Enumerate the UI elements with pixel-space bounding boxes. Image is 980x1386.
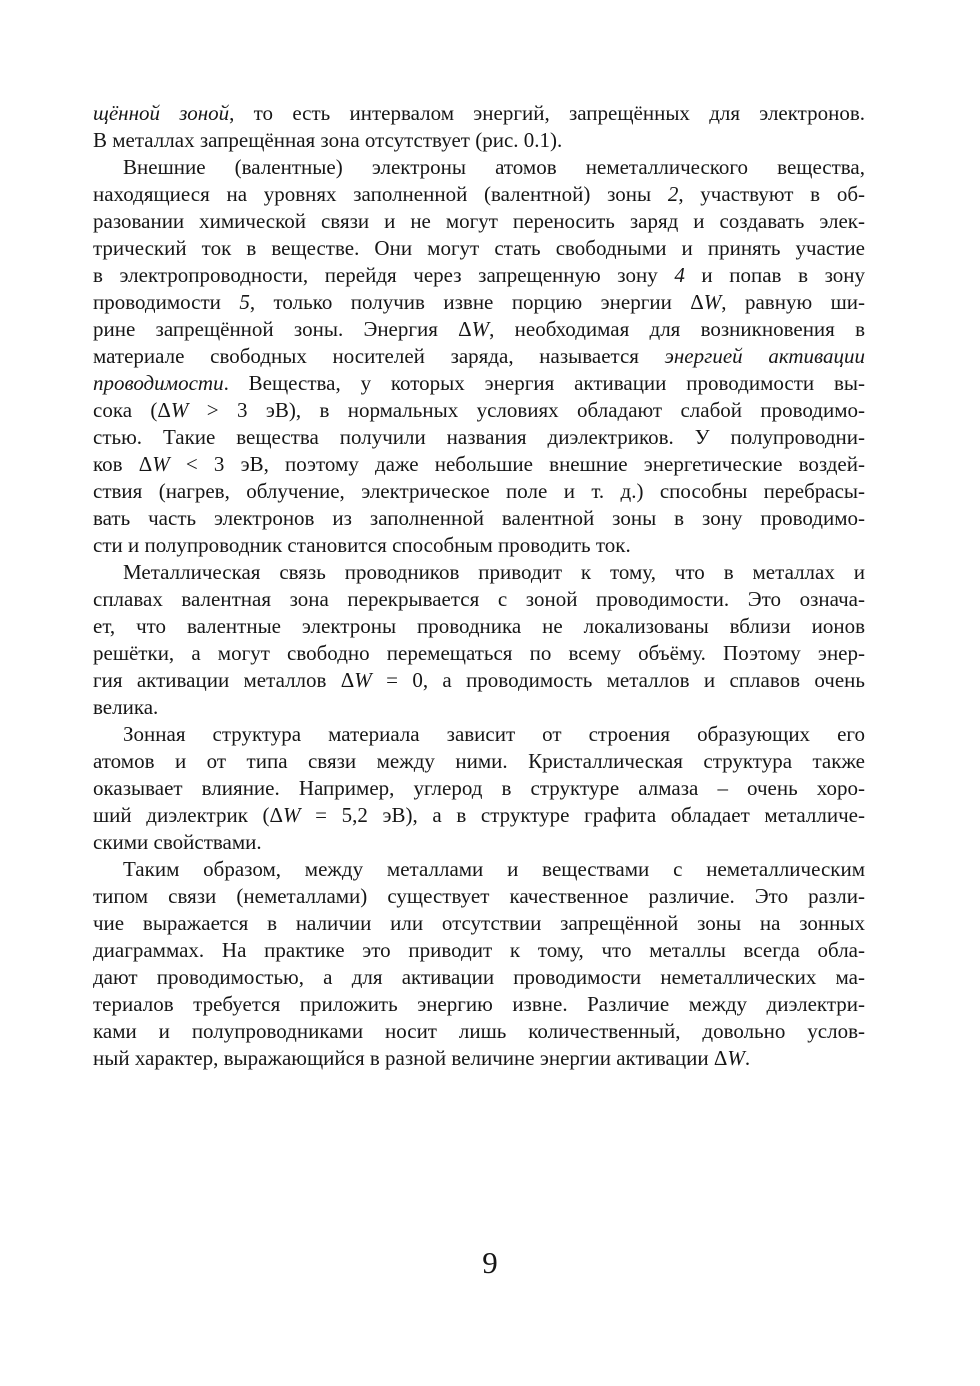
- body-text: находящиеся на уровнях заполненной (валентной) зоны: [93, 182, 668, 206]
- text-line: [93, 127, 865, 154]
- italic-text: энергией активации: [664, 344, 866, 368]
- page-number: 9: [482, 1245, 498, 1280]
- italic-text: 4: [674, 263, 685, 287]
- body-text: ков Δ: [93, 452, 153, 476]
- text-line: [93, 154, 865, 181]
- body-text: ствия (нагрев, облучение, электрическое поле и т. д.) способны перебрасы-: [93, 479, 865, 503]
- text-line: [93, 451, 865, 478]
- paragraph-continuation: [93, 100, 865, 154]
- italic-text: W: [471, 317, 490, 341]
- body-text: проводимости: [93, 290, 240, 314]
- body-text: > 3 эВ), в нормальных условиях обладают слабой проводимо-: [188, 398, 865, 422]
- body-text: . Вещества, у которых энергия активации проводимости вы-: [223, 371, 865, 395]
- text-line: [93, 505, 865, 532]
- body-text: Металлическая связь проводников приводит к тому, что в металлах и: [123, 560, 865, 584]
- text-line: [93, 478, 865, 505]
- text-line: [93, 100, 865, 127]
- italic-text: проводимости: [93, 371, 224, 395]
- body-text: в электропроводности, перейдя через запрещенную зону: [93, 263, 675, 287]
- body-text: чие выражается в наличии или отсутствии запрещённой зоны на зонных: [93, 911, 865, 935]
- body-text: ками и полупроводниками носит лишь количественный, довольно услов-: [93, 1019, 865, 1043]
- body-text: материале свободных носителей заряда, называется: [93, 344, 665, 368]
- body-text: , необходимая для возникновения в: [489, 317, 866, 341]
- text-line: [93, 424, 865, 451]
- body-text: решётки, а могут свободно перемещаться по всему объёму. Поэтому энер-: [93, 641, 865, 665]
- text-line: [93, 316, 865, 343]
- italic-text: W: [283, 803, 301, 827]
- italic-text: W: [703, 290, 722, 314]
- body-text: ет, что валентные электроны проводника не локализованы вблизи ионов: [93, 614, 865, 638]
- body-text: , равную ши-: [721, 290, 865, 314]
- text-line: [93, 910, 865, 937]
- text-line: [93, 1018, 865, 1045]
- italic-text: 2: [667, 182, 679, 206]
- body-text: типом связи (неметаллами) существует качественное различие. Это разли-: [93, 884, 865, 908]
- paragraph-band-structure: [93, 721, 865, 856]
- body-text: Зонная структура материала зависит от строения образующих его: [123, 722, 865, 746]
- text-line: [93, 208, 865, 235]
- text-line: [93, 181, 865, 208]
- text-line: [93, 748, 865, 775]
- italic-text: щённой зоной: [93, 101, 230, 125]
- text-block: [93, 100, 865, 1072]
- body-text: сти и полупроводник становится способным проводить ток.: [93, 533, 631, 557]
- italic-text: W: [170, 398, 189, 422]
- text-line: [93, 721, 865, 748]
- italic-text: W: [152, 452, 170, 476]
- body-text: велика.: [93, 695, 159, 719]
- body-text: атомов и от типа связи между ними. Кристаллическая структура также: [93, 749, 865, 773]
- body-text: , участвуют в об-: [678, 182, 865, 206]
- text-line: [93, 802, 865, 829]
- text-line: [93, 829, 865, 856]
- text-line: [93, 532, 865, 559]
- text-line: [93, 883, 865, 910]
- body-text: трический ток в веществе. Они могут стать свободными и принять участие: [93, 236, 865, 260]
- text-line: [93, 991, 865, 1018]
- body-text: оказывает влияние. Например, углерод в структуре алмаза – очень хоро-: [93, 776, 865, 800]
- text-line: [93, 343, 865, 370]
- body-text: ный характер, выражающийся в разной величине энергии активации Δ: [93, 1046, 728, 1070]
- body-text: разовании химической связи и не могут переносить заряд и создавать элек-: [93, 209, 865, 233]
- paragraph-valence-electrons: [93, 154, 865, 559]
- italic-text: W: [727, 1046, 745, 1070]
- body-text: сплавах валентная зона перекрывается с зоной проводимости. Это означа-: [93, 587, 865, 611]
- text-line: [93, 937, 865, 964]
- body-text: стью. Такие вещества получили названия диэлектриков. У полупроводни-: [93, 425, 865, 449]
- body-text: .: [744, 1046, 751, 1070]
- text-line: [93, 667, 865, 694]
- body-text: , только получив извне порцию энергии Δ: [249, 290, 704, 314]
- body-text: = 5,2 эВ), а в структуре графита обладает металличе-: [300, 803, 865, 827]
- body-text: рине запрещённой зоны. Энергия Δ: [93, 317, 472, 341]
- body-text: В металлах запрещённая зона отсутствует (рис. 0.1).: [93, 128, 563, 152]
- body-text: и попав в зону: [684, 263, 865, 287]
- text-line: [93, 586, 865, 613]
- text-line: [93, 397, 865, 424]
- body-text: , то есть интервалом энергий, запрещённых для электронов.: [229, 101, 866, 125]
- text-line: [93, 559, 865, 586]
- text-line: [93, 964, 865, 991]
- body-text: < 3 эВ, поэтому даже небольшие внешние энергетические воздей-: [169, 452, 865, 476]
- body-text: Таким образом, между металлами и веществами с неметаллическим: [123, 857, 865, 881]
- paragraph-metallic-bond: [93, 559, 865, 721]
- body-text: сока (Δ: [93, 398, 171, 422]
- text-line: [93, 694, 865, 721]
- body-text: скими свойствами.: [93, 830, 262, 854]
- body-text: дают проводимостью, а для активации проводимости неметаллических ма-: [93, 965, 865, 989]
- text-line: [93, 775, 865, 802]
- body-text: вать часть электронов из заполненной валентной зоны в зону проводимо-: [93, 506, 865, 530]
- text-line: [93, 262, 865, 289]
- text-line: [93, 613, 865, 640]
- italic-text: W: [354, 668, 372, 692]
- body-text: диаграммах. На практике это приводит к тому, что металлы всегда обла-: [93, 938, 865, 962]
- text-line: [93, 370, 865, 397]
- body-text: = 0, а проводимость металлов и сплавов очень: [371, 668, 865, 692]
- text-line: [93, 235, 865, 262]
- text-line: [93, 289, 865, 316]
- body-text: Внешние (валентные) электроны атомов неметаллического вещества,: [123, 155, 865, 179]
- body-text: гия активации металлов Δ: [93, 668, 355, 692]
- body-text: териалов требуется приложить энергию извне. Различие между диэлектри-: [93, 992, 865, 1016]
- paragraph-conclusion: [93, 856, 865, 1072]
- text-line: [93, 856, 865, 883]
- text-line: [93, 1045, 865, 1072]
- body-text: ший диэлектрик (Δ: [93, 803, 284, 827]
- italic-text: 5: [239, 290, 250, 314]
- text-line: [93, 640, 865, 667]
